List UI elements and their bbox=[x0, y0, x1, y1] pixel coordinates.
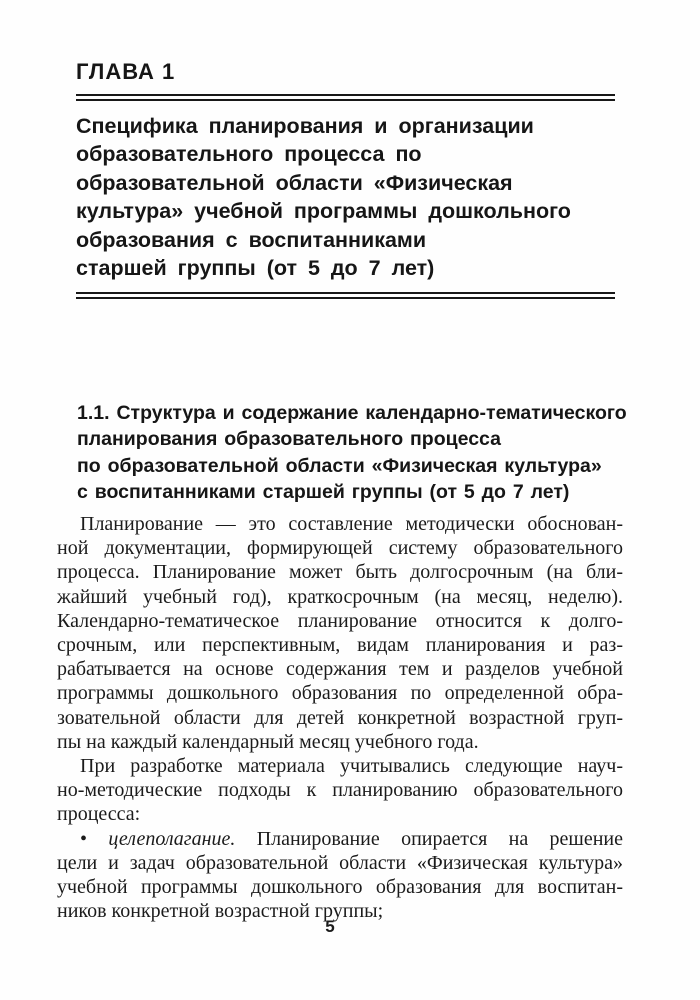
chapter-title bbox=[76, 112, 636, 282]
body-line bbox=[57, 827, 623, 851]
body-line: жайший учебный год), краткосрочным (на месяц, неделю). bbox=[57, 585, 623, 608]
chapter-title-line: образовательного процесса по bbox=[76, 142, 422, 167]
section-heading-line: 1.1. Структура и содержание календарно-тематического bbox=[77, 402, 627, 424]
chapter-title-line: культура» учебной программы дошкольного bbox=[76, 199, 571, 224]
body-line: учебной программы дошкольного образования для воспитан- bbox=[57, 876, 623, 899]
body-line: но-методические подходы к планированию образовательного bbox=[57, 779, 623, 802]
body-line: процесса: bbox=[57, 803, 141, 826]
chapter-divider-top bbox=[76, 94, 615, 101]
chapter-label: ГЛАВА 1 bbox=[76, 59, 176, 84]
body-line: Календарно-тематическое планирование относится к долго- bbox=[57, 609, 623, 632]
body-line: зовательной области для детей конкретной возрастной груп- bbox=[57, 706, 623, 729]
section-heading-line: планирования образовательного процесса bbox=[77, 428, 501, 451]
bullet-term: целеполагание. bbox=[87, 827, 236, 850]
body-line: пы на каждый календарный месяц учебного года. bbox=[57, 730, 479, 753]
body-line: процесса. Планирование может быть долгосрочным (на бли- bbox=[57, 561, 623, 584]
bullet-paragraph bbox=[57, 827, 623, 924]
section-heading-line: с воспитанниками старшей группы (от 5 до 7 лет) bbox=[77, 480, 570, 503]
chapter-divider-bottom bbox=[76, 292, 615, 299]
body-line: ной документации, формирующей систему образовательного bbox=[57, 537, 623, 560]
bullet-marker: • bbox=[80, 827, 88, 850]
body-line: программы дошкольного образования по определенной обра- bbox=[57, 682, 623, 705]
body-line: Планирование — это составление методически обоснован- bbox=[80, 513, 623, 535]
section-heading bbox=[77, 400, 633, 505]
bullet-text: Планирование опирается на решение bbox=[235, 827, 623, 850]
body-line: рабатывается на основе содержания тем и разделов учебной bbox=[57, 658, 623, 681]
section-heading-line: по образовательной области «Физическая культура» bbox=[77, 454, 602, 477]
page-number: 5 bbox=[325, 917, 335, 936]
paragraph bbox=[57, 754, 623, 827]
body-line: При разработке материала учитывались следующие науч- bbox=[80, 755, 623, 778]
body-line: срочным, или перспективным, видам планирования и раз- bbox=[57, 634, 623, 657]
chapter-title-line: Специфика планирования и организации bbox=[76, 114, 534, 138]
body-line: ников конкретной возрастной группы; bbox=[57, 900, 384, 923]
chapter-title-line: старшей группы (от 5 до 7 лет) bbox=[76, 256, 435, 281]
chapter-title-line: образования с воспитанниками bbox=[76, 227, 427, 252]
chapter-title-line: образовательной области «Физическая bbox=[76, 170, 513, 195]
body-text bbox=[57, 512, 623, 923]
paragraph bbox=[57, 512, 623, 754]
body-line: цели и задач образовательной области «Физическая культура» bbox=[57, 851, 623, 874]
